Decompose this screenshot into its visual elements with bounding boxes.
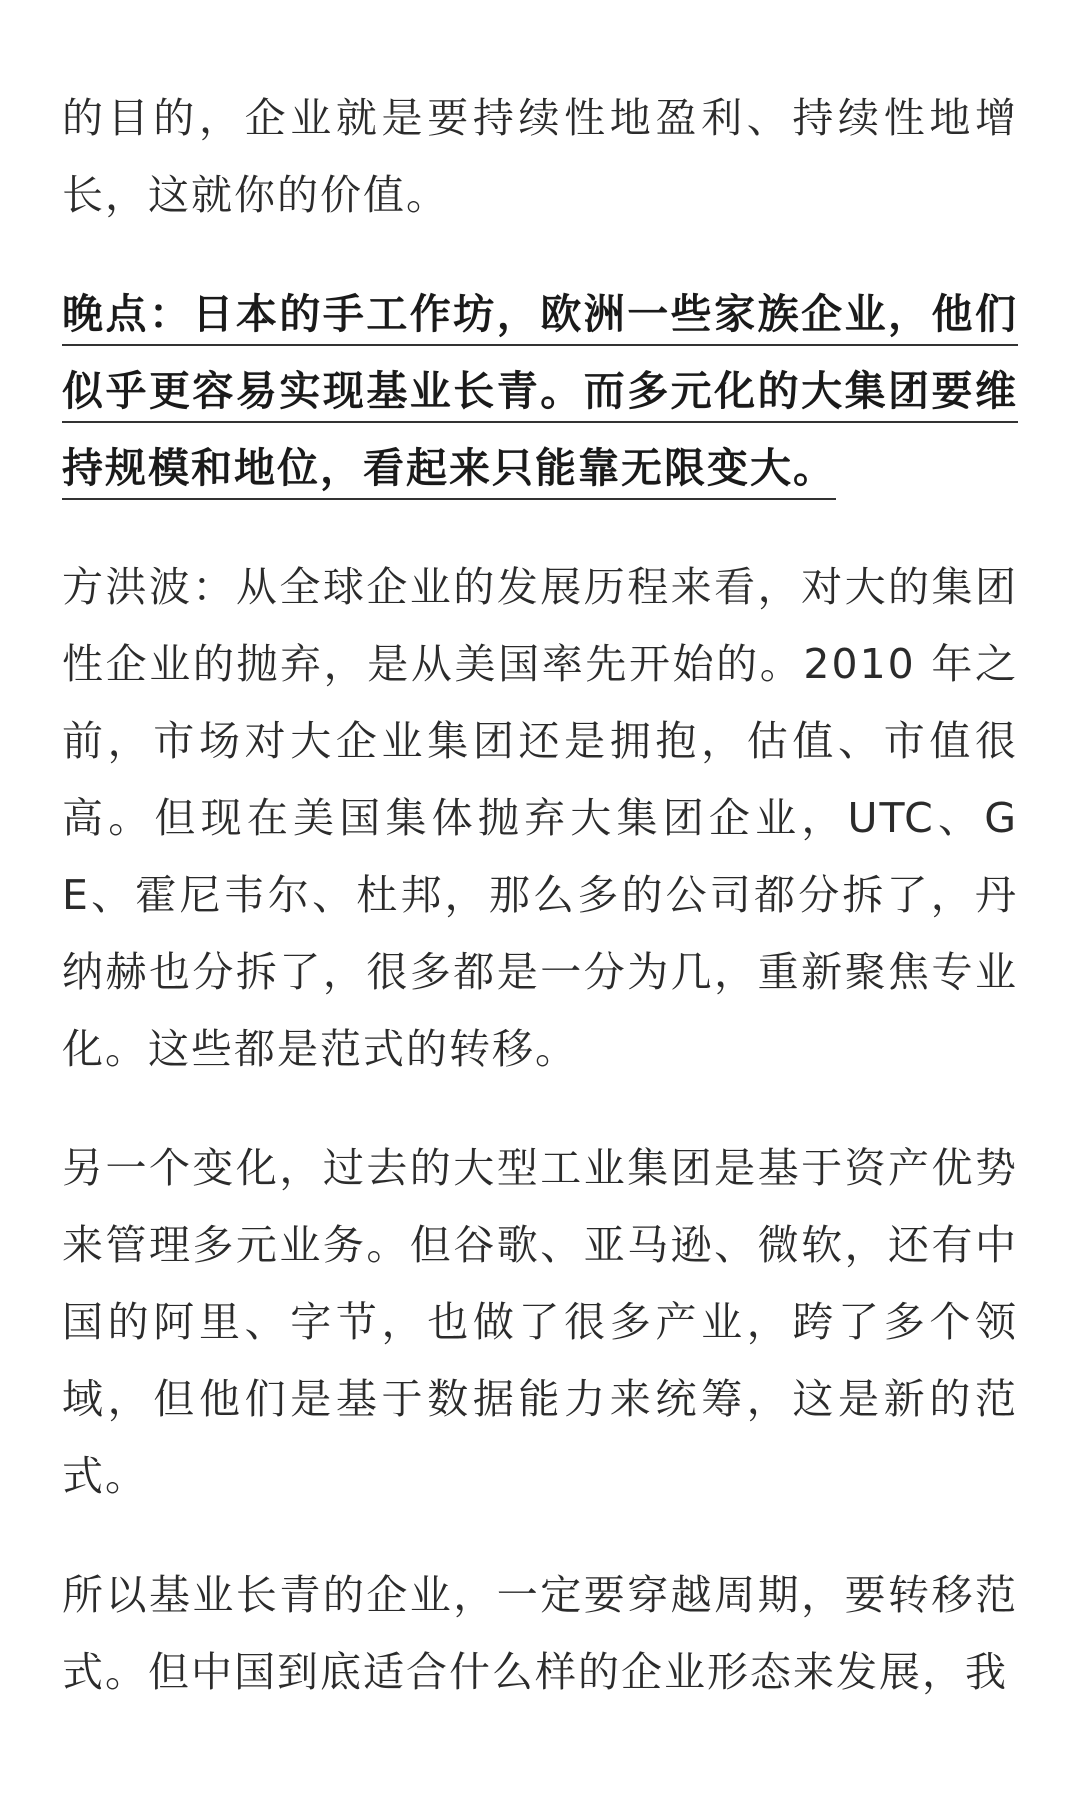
paragraph-intro: 的目的，企业就是要持续性地盈利、持续性地增长，这就你的价值。 [62, 94, 1018, 219]
paragraph-another-change: 另一个变化，过去的大型工业集团是基于资产优势来管理多元业务。但谷歌、亚马逊、微软，还有中国的阿里、字节，也做了很多产业，跨了多个领域，但他们是基于数据能力来统筹，这是新的范式。 [62, 1144, 1018, 1500]
interviewer-question [62, 276, 1018, 507]
question-underlined-text: 晚点：日本的手工作坊，欧洲一些家族企业，他们似乎更容易实现基业长青。而多元化的大集团要维持规模和地位，看起来只能靠无限变大。 [62, 290, 1018, 500]
paragraph-conclusion: 所以基业长青的企业，一定要穿越周期，要转移范式。但中国到底适合什么样的企业形态来发展，我 [62, 1571, 1018, 1696]
paragraph-answer-paradigm: 方洪波：从全球企业的发展历程来看，对大的集团性企业的抛弃，是从美国率先开始的。2010 年之前，市场对大企业集团还是拥抱，估值、市值很高。但现在美国集体抛弃大集团企业，UTC、GE、霍尼韦尔、杜邦，那么多的公司都分拆了，丹纳赫也分拆了，很多都是一分为几，重新聚焦专业化。这些都是范式的转移。 [62, 563, 1018, 1073]
